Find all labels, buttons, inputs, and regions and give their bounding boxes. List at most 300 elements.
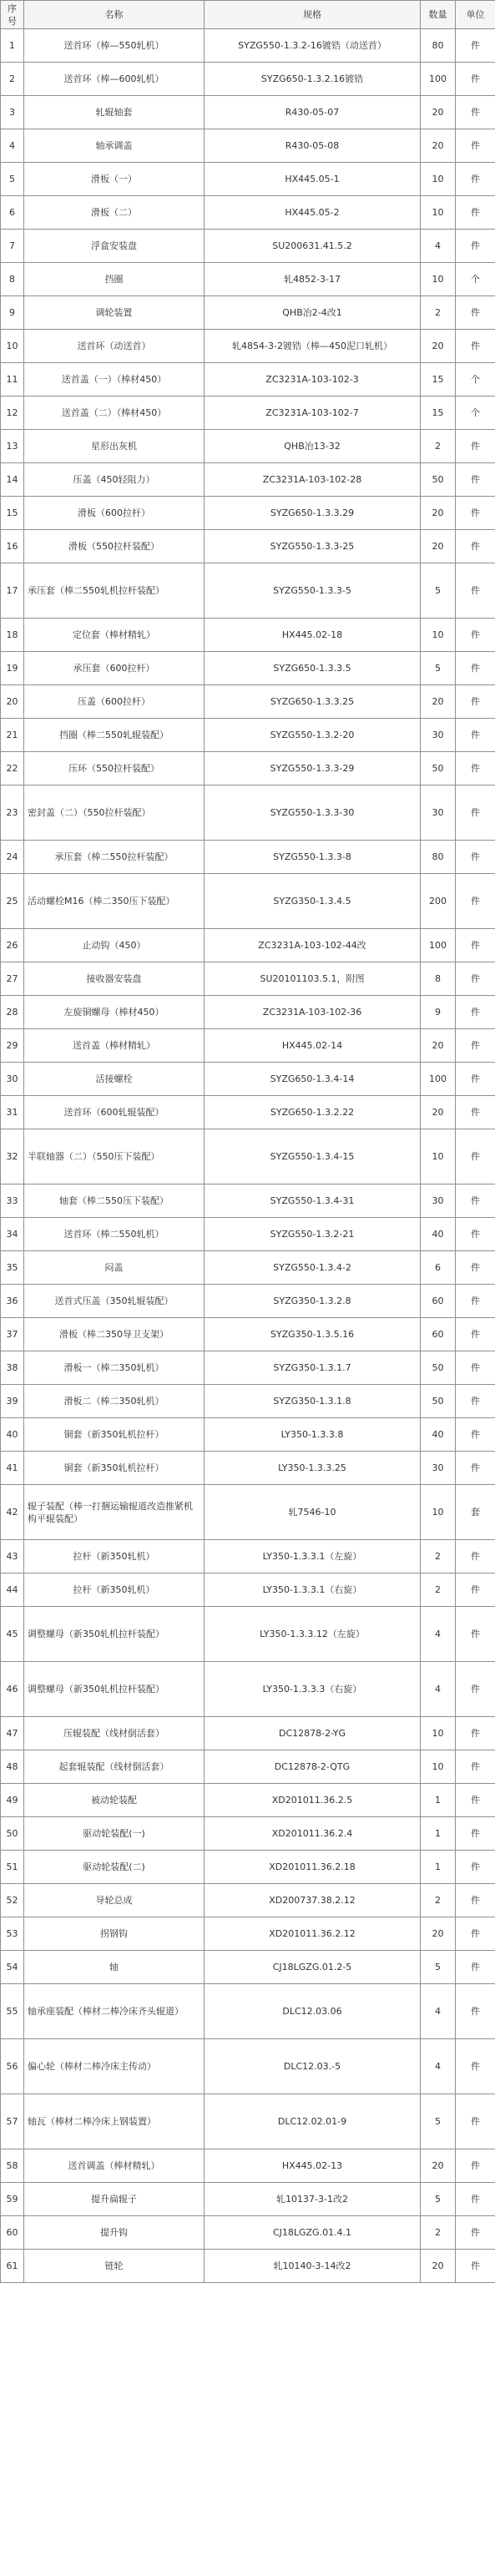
part-name: 调轮装置 [24,296,205,330]
part-unit: 件 [456,1750,495,1784]
part-spec: SYZG550-1.3.2-16镀锆（动送首） [205,29,421,63]
part-name: 轴 [24,1951,205,1984]
part-spec: LY350-1.3.3.3（右旋） [205,1662,421,1717]
part-unit: 件 [456,652,495,685]
table-row [1,1750,495,1784]
table-row [1,1485,495,1540]
row-index: 20 [1,685,24,719]
table-row [1,296,495,330]
part-quantity: 4 [421,1984,456,2039]
part-spec: LY350-1.3.3.8 [205,1418,421,1452]
part-unit: 件 [456,1184,495,1218]
row-index: 9 [1,296,24,330]
part-unit: 套 [456,1485,495,1540]
header-row [1,1,495,29]
part-name: 滑板（一） [24,163,205,196]
part-quantity: 20 [421,96,456,129]
part-spec: SYZG650-1.3.3.29 [205,497,421,530]
row-index: 21 [1,719,24,752]
table-row [1,841,495,874]
part-quantity: 30 [421,719,456,752]
row-index: 5 [1,163,24,196]
row-index: 34 [1,1218,24,1251]
part-unit: 件 [456,1951,495,1984]
part-name: 星形出灰机 [24,430,205,463]
part-unit: 件 [456,230,495,263]
row-index: 6 [1,196,24,230]
part-name: 被动轮装配 [24,1784,205,1817]
part-quantity: 60 [421,1318,456,1351]
part-quantity: 20 [421,497,456,530]
row-index: 39 [1,1385,24,1418]
table-row [1,230,495,263]
part-unit: 件 [456,1784,495,1817]
part-name: 轴套（棒二550压下装配） [24,1184,205,1218]
part-name: 提升扁辊子 [24,2183,205,2216]
part-spec: 轧10140-3-14改2 [205,2250,421,2283]
part-spec: HX445.02-13 [205,2149,421,2183]
part-spec: SU200631.41.5.2 [205,230,421,263]
part-spec: SYZG350-1.3.4.5 [205,874,421,929]
part-name: 滑板（550拉杆装配） [24,530,205,563]
part-unit: 件 [456,785,495,841]
row-index: 14 [1,463,24,497]
table-row [1,1129,495,1184]
part-spec: XD201011.36.2.18 [205,1851,421,1884]
row-index: 24 [1,841,24,874]
part-spec: SYZG350-1.3.1.8 [205,1385,421,1418]
part-unit: 件 [456,430,495,463]
part-unit: 个 [456,263,495,296]
part-name: 拐钢钩 [24,1917,205,1951]
part-name: 调整螺母（新350轧机拉杆装配） [24,1662,205,1717]
part-unit: 件 [456,1351,495,1385]
table-row [1,563,495,619]
part-name: 滑板一（棒二350轧机） [24,1351,205,1385]
row-index: 4 [1,129,24,163]
part-unit: 件 [456,1884,495,1917]
table-row [1,63,495,96]
part-quantity: 50 [421,1351,456,1385]
part-unit: 件 [456,1984,495,2039]
part-name: 轴承座装配（棒材二棒冷床齐头辊道） [24,1984,205,2039]
part-unit: 件 [456,2149,495,2183]
part-name: 驱动轮装配(一) [24,1817,205,1851]
part-spec: XD200737.38.2.12 [205,1884,421,1917]
table-row [1,163,495,196]
part-spec: HX445.05-2 [205,196,421,230]
part-unit: 件 [456,719,495,752]
part-name: 提升钩 [24,2216,205,2250]
row-index: 50 [1,1817,24,1851]
part-name: 送首调盖（棒材精轧） [24,2149,205,2183]
table-row [1,1285,495,1318]
part-name: 送首式压盖（350轧辊装配） [24,1285,205,1318]
table-row [1,363,495,397]
part-spec: 轧4852-3-17 [205,263,421,296]
row-index: 10 [1,330,24,363]
table-row [1,1917,495,1951]
part-spec: SYZG550-1.3.2-20 [205,719,421,752]
table-row [1,929,495,962]
part-quantity: 10 [421,1485,456,1540]
part-quantity: 2 [421,1884,456,1917]
part-quantity: 30 [421,1184,456,1218]
part-unit: 件 [456,2250,495,2283]
part-unit: 件 [456,1029,495,1063]
part-quantity: 5 [421,2094,456,2149]
part-spec: ZC3231A-103-102-28 [205,463,421,497]
part-name: 承压套（棒二550拉杆装配） [24,841,205,874]
col-header-name: 名称 [24,1,205,29]
row-index: 47 [1,1717,24,1750]
part-unit: 件 [456,1129,495,1184]
part-unit: 件 [456,530,495,563]
row-index: 23 [1,785,24,841]
part-quantity: 10 [421,619,456,652]
part-name: 滑板（600拉杆） [24,497,205,530]
part-quantity: 20 [421,129,456,163]
part-spec: LY350-1.3.3.1（右旋） [205,1573,421,1607]
part-quantity: 100 [421,929,456,962]
part-spec: SYZG350-1.3.1.7 [205,1351,421,1385]
table-row [1,1318,495,1351]
part-quantity: 5 [421,652,456,685]
part-name: 密封盖（二）（550拉杆装配） [24,785,205,841]
part-name: 轧辊轴套 [24,96,205,129]
part-quantity: 60 [421,1285,456,1318]
part-quantity: 2 [421,296,456,330]
part-unit: 件 [456,1573,495,1607]
table-row [1,1218,495,1251]
part-unit: 件 [456,463,495,497]
part-name: 止动钩（450） [24,929,205,962]
part-spec: ZC3231A-103-102-3 [205,363,421,397]
part-quantity: 10 [421,163,456,196]
part-name: 压盖（600拉杆） [24,685,205,719]
table-row [1,619,495,652]
table-row [1,652,495,685]
table-row [1,129,495,163]
part-name: 偏心轮（棒材二棒冷床主传动） [24,2039,205,2094]
table-row [1,1817,495,1851]
part-unit: 件 [456,2094,495,2149]
part-quantity: 20 [421,2149,456,2183]
row-index: 25 [1,874,24,929]
part-quantity: 100 [421,63,456,96]
row-index: 29 [1,1029,24,1063]
part-quantity: 15 [421,363,456,397]
part-name: 链轮 [24,2250,205,2283]
part-unit: 件 [456,752,495,785]
part-spec: DLC12.02.01-9 [205,2094,421,2149]
part-name: 压辊装配（线材倒活套） [24,1717,205,1750]
part-quantity: 2 [421,1573,456,1607]
part-spec: XD201011.36.2.5 [205,1784,421,1817]
part-name: 拉杆（新350轧机） [24,1540,205,1573]
part-unit: 件 [456,2183,495,2216]
part-quantity: 5 [421,1951,456,1984]
table-row [1,1063,495,1096]
part-spec: HX445.02-18 [205,619,421,652]
part-unit: 件 [456,1717,495,1750]
part-spec: SYZG550-1.3.2-21 [205,1218,421,1251]
part-unit: 个 [456,397,495,430]
row-index: 2 [1,63,24,96]
table-row [1,2216,495,2250]
table-row [1,1418,495,1452]
part-quantity: 20 [421,2250,456,2283]
part-name: 送首盖（二）（棒材450） [24,397,205,430]
part-quantity: 4 [421,1662,456,1717]
part-quantity: 5 [421,563,456,619]
part-spec: LY350-1.3.3.25 [205,1452,421,1485]
part-quantity: 10 [421,1750,456,1784]
row-index: 54 [1,1951,24,1984]
part-quantity: 20 [421,685,456,719]
part-unit: 件 [456,163,495,196]
part-spec: SYZG350-1.3.5.16 [205,1318,421,1351]
part-name: 活动螺栓M16（棒二350压下装配） [24,874,205,929]
part-unit: 件 [456,841,495,874]
part-spec: XD201011.36.2.12 [205,1917,421,1951]
row-index: 27 [1,962,24,996]
table-row [1,463,495,497]
row-index: 41 [1,1452,24,1485]
row-index: 12 [1,397,24,430]
part-quantity: 6 [421,1251,456,1285]
part-name: 起套辊装配（线材倒活套） [24,1750,205,1784]
part-quantity: 2 [421,430,456,463]
part-spec: SYZG650-1.3.4-14 [205,1063,421,1096]
part-name: 送首环（动送首） [24,330,205,363]
part-name: 浮盒安装盘 [24,230,205,263]
part-quantity: 50 [421,463,456,497]
table-row [1,2183,495,2216]
part-spec: HX445.05-1 [205,163,421,196]
part-name: 铜套（新350轧机拉杆） [24,1418,205,1452]
part-spec: HX445.02-14 [205,1029,421,1063]
col-header-spec: 规格 [205,1,421,29]
row-index: 16 [1,530,24,563]
row-index: 15 [1,497,24,530]
part-spec: QHB冶13-32 [205,430,421,463]
part-unit: 件 [456,563,495,619]
part-name: 半联轴器（二）（550压下装配） [24,1129,205,1184]
part-unit: 件 [456,1385,495,1418]
part-quantity: 9 [421,996,456,1029]
part-unit: 件 [456,1251,495,1285]
part-unit: 件 [456,129,495,163]
table-row [1,1607,495,1662]
part-unit: 件 [456,29,495,63]
row-index: 49 [1,1784,24,1817]
part-unit: 件 [456,619,495,652]
row-index: 42 [1,1485,24,1540]
row-index: 11 [1,363,24,397]
part-spec: DC12878-2-YG [205,1717,421,1750]
row-index: 55 [1,1984,24,2039]
part-quantity: 2 [421,1540,456,1573]
part-name: 挡圈 [24,263,205,296]
row-index: 3 [1,96,24,129]
part-unit: 件 [456,1817,495,1851]
part-spec: SYZG550-1.3.3-29 [205,752,421,785]
row-index: 48 [1,1750,24,1784]
table-row [1,397,495,430]
part-spec: 轧10137-3-1改2 [205,2183,421,2216]
part-spec: SYZG550-1.3.4-31 [205,1184,421,1218]
part-quantity: 30 [421,1452,456,1485]
part-unit: 件 [456,96,495,129]
part-name: 送首环（棒二550轧机） [24,1218,205,1251]
part-unit: 件 [456,2039,495,2094]
table-row [1,2039,495,2094]
part-spec: R430-05-07 [205,96,421,129]
table-row [1,330,495,363]
part-name: 滑板（棒二350导卫支架） [24,1318,205,1351]
part-quantity: 80 [421,841,456,874]
table-row [1,1717,495,1750]
table-row [1,2149,495,2183]
part-spec: SYZG550-1.3.3-25 [205,530,421,563]
part-quantity: 10 [421,263,456,296]
row-index: 30 [1,1063,24,1096]
table-row [1,497,495,530]
part-unit: 件 [456,497,495,530]
table-row [1,785,495,841]
row-index: 36 [1,1285,24,1318]
part-unit: 件 [456,63,495,96]
part-name: 轴承调盖 [24,129,205,163]
table-row [1,996,495,1029]
part-quantity: 200 [421,874,456,929]
part-name: 挡圈（棒二550轧辊装配） [24,719,205,752]
table-row [1,1385,495,1418]
part-spec: DLC12.03.06 [205,1984,421,2039]
col-header-index: 序号 [1,1,24,29]
part-quantity: 80 [421,29,456,63]
table-row [1,1784,495,1817]
table-row [1,962,495,996]
row-index: 44 [1,1573,24,1607]
table-row [1,1029,495,1063]
part-quantity: 20 [421,530,456,563]
part-spec: SYZG550-1.3.4-15 [205,1129,421,1184]
part-unit: 件 [456,685,495,719]
part-quantity: 20 [421,330,456,363]
part-unit: 件 [456,1285,495,1318]
part-unit: 件 [456,1540,495,1573]
part-spec: SYZG550-1.3.3-8 [205,841,421,874]
part-spec: SYZG550-1.3.3-30 [205,785,421,841]
part-spec: SYZG650-1.3.3.5 [205,652,421,685]
table-row [1,1662,495,1717]
part-spec: SYZG650-1.3.2.16镀锆 [205,63,421,96]
part-spec: SYZG550-1.3.4-2 [205,1251,421,1285]
row-index: 52 [1,1884,24,1917]
part-quantity: 10 [421,1717,456,1750]
table-row [1,1884,495,1917]
part-spec: DLC12.03.-5 [205,2039,421,2094]
part-quantity: 40 [421,1218,456,1251]
part-name: 闷盖 [24,1251,205,1285]
part-quantity: 15 [421,397,456,430]
part-name: 送首环（600轧辊装配） [24,1096,205,1129]
row-index: 38 [1,1351,24,1385]
part-spec: 轧7546-10 [205,1485,421,1540]
part-quantity: 1 [421,1851,456,1884]
part-spec: CJ18LGZG.01.4.1 [205,2216,421,2250]
row-index: 13 [1,430,24,463]
part-spec: XD201011.36.2.4 [205,1817,421,1851]
table-row [1,1573,495,1607]
part-quantity: 4 [421,1607,456,1662]
table-row [1,1351,495,1385]
table-row [1,29,495,63]
part-name: 滑板（二） [24,196,205,230]
row-index: 33 [1,1184,24,1218]
table-row [1,719,495,752]
table-row [1,752,495,785]
col-header-quantity: 数量 [421,1,456,29]
part-spec: LY350-1.3.3.12（左旋） [205,1607,421,1662]
part-quantity: 10 [421,1129,456,1184]
row-index: 37 [1,1318,24,1351]
part-spec: R430-05-08 [205,129,421,163]
table-row [1,430,495,463]
part-quantity: 20 [421,1917,456,1951]
part-unit: 件 [456,196,495,230]
table-row [1,1984,495,2039]
table-row [1,96,495,129]
row-index: 22 [1,752,24,785]
part-name: 送首盖（一）（棒材450） [24,363,205,397]
part-name: 导轮总成 [24,1884,205,1917]
part-name: 辊子装配（棒一打捆运输辊道改造推紧机构平辊装配） [24,1485,205,1540]
row-index: 17 [1,563,24,619]
row-index: 51 [1,1851,24,1884]
part-name: 承压套（棒二550轧机拉杆装配） [24,563,205,619]
table-row [1,1184,495,1218]
part-name: 送首环（棒—550轧机） [24,29,205,63]
table-row [1,2250,495,2283]
part-name: 压环（550拉杆装配） [24,752,205,785]
part-unit: 个 [456,363,495,397]
part-spec: SYZG350-1.3.2.8 [205,1285,421,1318]
part-name: 定位套（棒材精轧） [24,619,205,652]
part-quantity: 8 [421,962,456,996]
part-quantity: 50 [421,752,456,785]
part-quantity: 20 [421,1096,456,1129]
part-unit: 件 [456,996,495,1029]
part-quantity: 100 [421,1063,456,1096]
part-spec: LY350-1.3.3.1（左旋） [205,1540,421,1573]
row-index: 7 [1,230,24,263]
row-index: 40 [1,1418,24,1452]
table-row [1,1951,495,1984]
part-unit: 件 [456,1318,495,1351]
part-name: 调整螺母（新350轧机拉杆装配） [24,1607,205,1662]
part-unit: 件 [456,1096,495,1129]
part-spec: ZC3231A-103-102-7 [205,397,421,430]
row-index: 58 [1,2149,24,2183]
part-quantity: 2 [421,2216,456,2250]
part-unit: 件 [456,2216,495,2250]
part-name: 滑板二（棒二350轧机） [24,1385,205,1418]
row-index: 19 [1,652,24,685]
table-row [1,1851,495,1884]
